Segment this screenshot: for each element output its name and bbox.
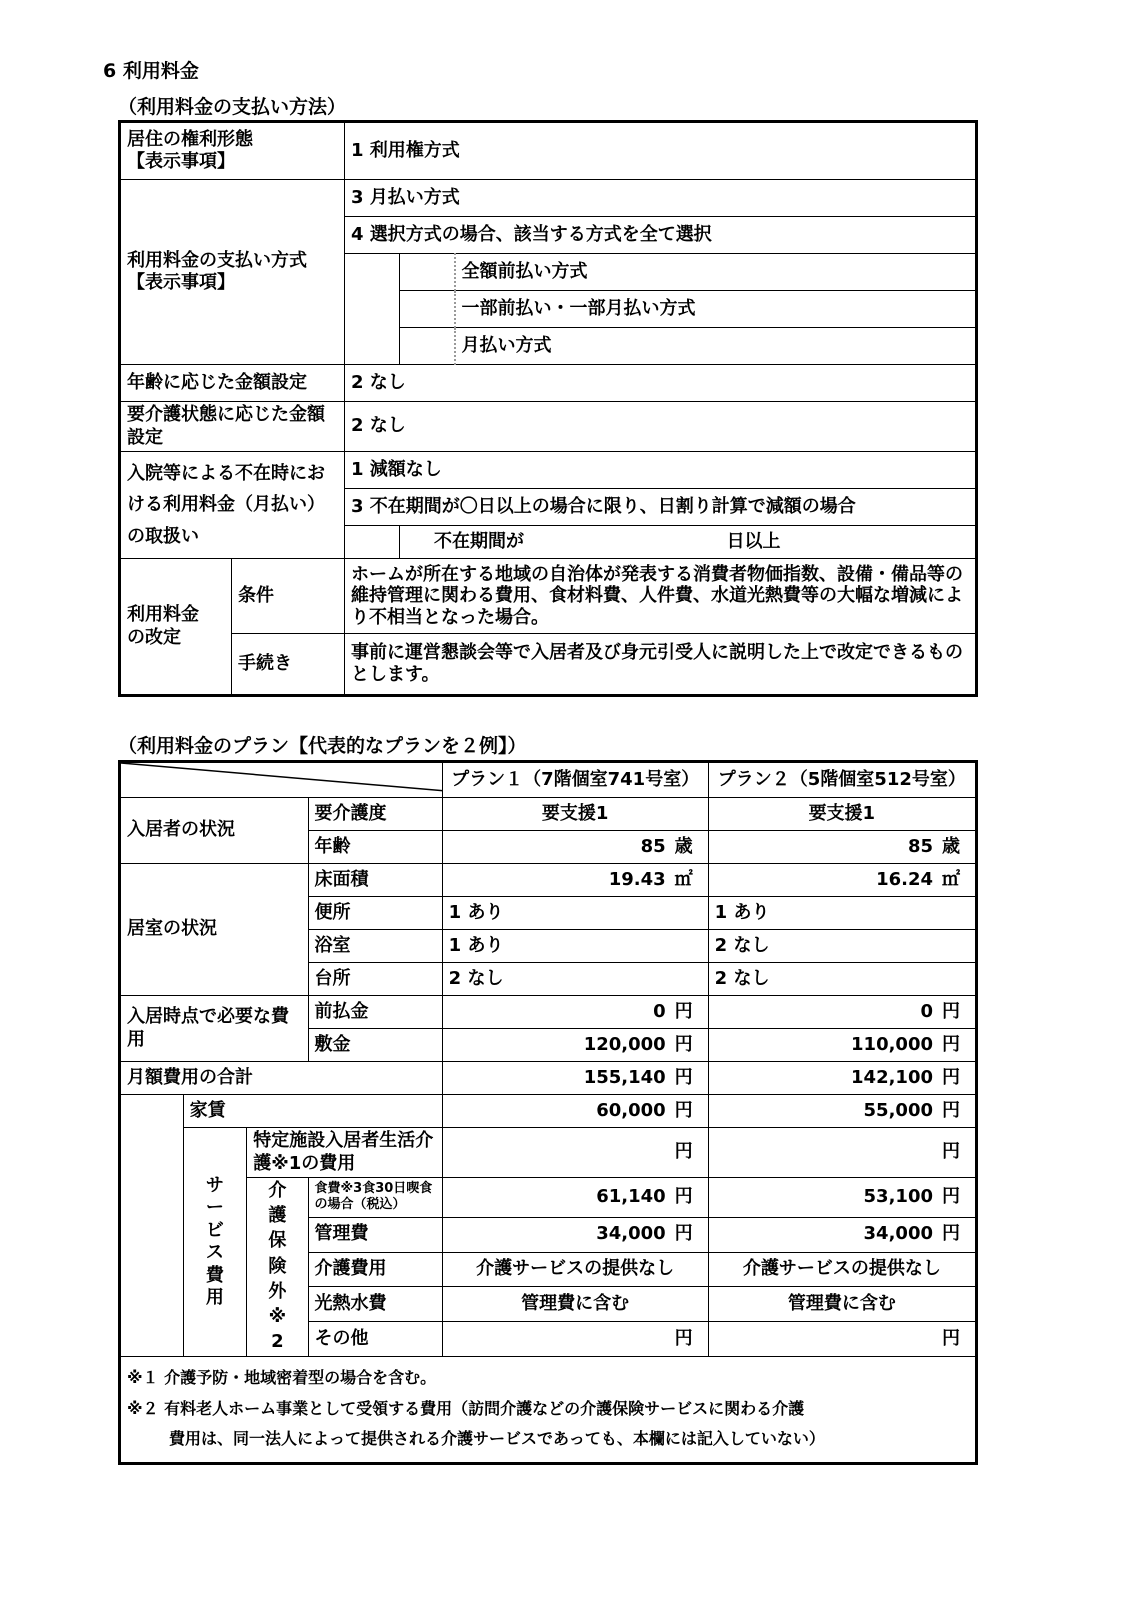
value: 155,140 [583,1066,666,1088]
care-level-label: 要介護度 [308,798,442,831]
plan1-prepay [442,996,708,1029]
value: 34,000 [863,1223,933,1245]
procedure-label: 手続き [232,634,345,696]
value: 85 [907,835,933,857]
payment-method-value: 3 月払い方式 [345,180,977,217]
unit: ㎡ [674,868,693,890]
plan2-header: プラン２（5階個室512号室） [708,762,976,798]
monthly-total-label: 月額費用の合計 [120,1062,443,1095]
section-title: 6 利用料金 [103,60,199,82]
plan1-ltc [442,1128,708,1178]
value: 0 [920,1000,933,1022]
payment-heading: （利用料金の支払い方法） [118,96,347,118]
food-label: 食費※3食30日喫食の場合（税込） [308,1178,442,1218]
absence-label: 入院等による不在時における利用料金（月払い）の取扱い [120,452,345,559]
unit: 円 [942,1033,960,1055]
plan2-prepay [708,996,976,1029]
plan1-monthly [442,1062,708,1095]
value: 16.24 [876,868,933,890]
option-checkbox-cell[interactable] [400,291,455,328]
procedure-text: 事前に運営懇談会等で入居者及び身元引受人に説明した上で改定できるものとします。 [345,634,977,696]
plan2-rent [708,1095,976,1128]
unit: 円 [674,1099,693,1121]
plan1-food [442,1178,708,1218]
tenure-label: 居住の権利形態 【表示事項】 [120,122,345,180]
care-pricing-label: 要介護状態に応じた金額設定 [120,402,345,452]
unit: 円 [942,1066,960,1088]
value: 85 [640,835,666,857]
absence-value-1: 1 減額なし [345,452,977,489]
ltc-label: 特定施設入居者生活介護※1の費用 [247,1128,442,1178]
condition-text: ホームが所在する地域の自治体が発表する消費者物価指数、設備・備品等の維持管理に関わる費用、食材料費、人件費、水道光熱費等の大幅な増減により不相当となった場合。 [345,559,977,634]
value: 19.43 [608,868,666,890]
utility-label: 光熱水費 [308,1287,442,1322]
age-pricing-value: 2 なし [345,365,977,402]
plan2-care-cost: 介護サービスの提供なし [708,1252,976,1287]
unit: 歳 [942,835,960,857]
payment-method-table [118,120,978,697]
absence-period-suffix: 日以上 [726,530,781,552]
plan2-food [708,1178,976,1218]
room-label: 居室の状況 [120,864,309,996]
note-1: ※１ 介護予防・地域密着型の場合を含む。 [127,1368,437,1388]
care-pricing-value: 2 なし [345,402,977,452]
value: 110,000 [851,1033,933,1055]
plan2-toilet: 1 あり [708,897,976,930]
plan1-floor [442,864,708,897]
plan2-ltc [708,1128,976,1178]
payment-method-label: 利用料金の支払い方式 【表示事項】 [120,180,345,365]
option-partial-prepay: 一部前払い・一部月払い方式 [455,291,977,328]
option-monthly: 月払い方式 [455,328,977,365]
plan2-floor [708,864,976,897]
plan2-monthly [708,1062,976,1095]
indent-cell [120,1095,184,1357]
bath-label: 浴室 [308,930,442,963]
plan2-bath: 2 なし [708,930,976,963]
service-cost-label [183,1128,247,1357]
plan2-age [708,831,976,864]
selection-label: 4 選択方式の場合、該当する方式を全て選択 [345,217,977,254]
value: 34,000 [596,1223,666,1245]
unit: 円 [942,1328,960,1350]
plan1-header: プラン１（7階個室741号室） [442,762,708,798]
notes-cell [120,1357,977,1464]
absence-value-3: 3 不在期間が〇日以上の場合に限り、日割り計算で減額の場合 [345,489,977,526]
plan1-age [442,831,708,864]
plan1-mgmt [442,1217,708,1252]
unit: ㎡ [942,868,960,890]
option-full-prepay: 全額前払い方式 [455,254,977,291]
value: 142,100 [851,1066,933,1088]
age-label: 年齢 [308,831,442,864]
condition-label: 条件 [232,559,345,634]
unit: 円 [942,1141,960,1163]
option-checkbox-cell[interactable] [400,328,455,365]
indent-cell [345,526,400,559]
unit: 歳 [674,835,693,857]
unit: 円 [942,1000,960,1022]
unit: 円 [674,1141,693,1163]
mgmt-label: 管理費 [308,1217,442,1252]
value: 61,140 [596,1186,666,1208]
absence-period-label: 不在期間が [434,530,524,552]
plan1-toilet: 1 あり [442,897,708,930]
value: 120,000 [583,1033,666,1055]
age-pricing-label: 年齢に応じた金額設定 [120,365,345,402]
unit: 円 [942,1223,960,1245]
unit: 円 [674,1033,693,1055]
plan1-rent [442,1095,708,1128]
kitchen-label: 台所 [308,963,442,996]
plan1-utility: 管理費に含む [442,1287,708,1322]
note-3: 費用は、同一法人によって提供される介護サービスであっても、本欄には記入していない） [169,1429,825,1449]
unit: 円 [674,1066,693,1088]
unit: 円 [942,1099,960,1121]
note-2: ※２ 有料老人ホーム事業として受領する費用（訪問介護などの介護保険サービスに関わる介護 [127,1398,805,1418]
unit: 円 [674,1223,693,1245]
floor-label: 床面積 [308,864,442,897]
rent-label: 家賃 [183,1095,442,1128]
revision-label: 利用料金 の改定 [120,559,232,696]
other-label: その他 [308,1322,442,1357]
unit: 円 [942,1186,960,1208]
plans-heading: （利用料金のプラン【代表的なプランを２例】） [118,735,527,757]
service-cost-text: サービス費用 [205,1174,224,1309]
care-cost-label: 介護費用 [308,1252,442,1287]
plans-table [118,760,978,1465]
tenure-value: 1 利用権方式 [345,122,977,180]
deposit-label: 敷金 [308,1029,442,1062]
indent-cell [345,291,400,328]
plan1-other [442,1322,708,1357]
unit: 円 [674,1328,693,1350]
plan2-utility: 管理費に含む [708,1287,976,1322]
option-checkbox-cell[interactable] [400,254,455,291]
diagonal-line [121,763,442,797]
diagonal-header-cell [120,762,443,798]
prepay-label: 前払金 [308,996,442,1029]
value: 55,000 [863,1099,933,1121]
indent-cell [345,328,400,365]
plan1-kitchen: 2 なし [442,963,708,996]
plan1-care-level: 要支援1 [442,798,708,831]
toilet-label: 便所 [308,897,442,930]
indent-cell [345,254,400,291]
plan1-deposit [442,1029,708,1062]
absence-period [400,526,977,559]
plan1-care-cost: 介護サービスの提供なし [442,1252,708,1287]
entry-cost-label: 入居時点で必要な費用 [120,996,309,1062]
value: 0 [653,1000,666,1022]
non-insured-text: 介護保険外※2 [268,1180,287,1353]
plan2-care-level: 要支援1 [708,798,976,831]
unit: 円 [674,1000,693,1022]
plan2-deposit [708,1029,976,1062]
value: 60,000 [596,1099,666,1121]
unit: 円 [674,1186,693,1208]
plan2-mgmt [708,1217,976,1252]
plan2-kitchen: 2 なし [708,963,976,996]
value: 53,100 [863,1186,933,1208]
plan2-other [708,1322,976,1357]
plan1-bath: 1 あり [442,930,708,963]
non-insured-label [247,1178,308,1357]
resident-label: 入居者の状況 [120,798,309,864]
